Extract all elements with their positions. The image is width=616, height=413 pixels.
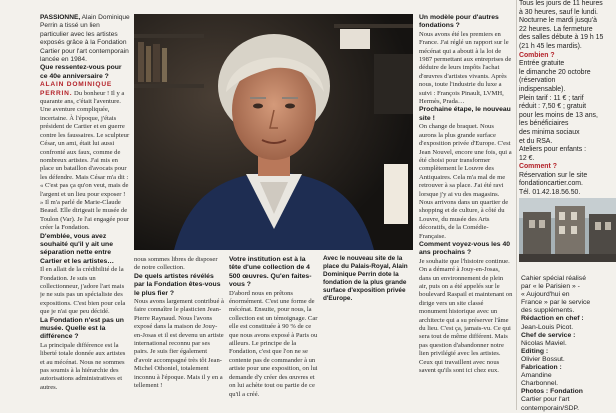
credit-line: « Aujourd'hui en xyxy=(521,291,570,299)
interviewee-name: ALAIN DOMINIQUE PERRIN. xyxy=(40,81,113,97)
question-2: D'emblée, vous avez souhaité qu'il y ait une séparation nette entre Cartier et les artistes… xyxy=(40,232,115,265)
price-line: et du RSA. xyxy=(519,137,553,145)
column-divider xyxy=(516,0,517,410)
credit-line: Jean-Louis Picot. xyxy=(521,323,574,331)
hours-line: Tous les jours de 11 heures xyxy=(519,0,603,7)
column-4 xyxy=(419,14,513,410)
credits-block xyxy=(521,275,616,413)
credit-line: Rédaction en chef : xyxy=(521,315,584,323)
credit-line: contemporain/SDP. xyxy=(521,404,580,412)
column-1 xyxy=(40,14,130,410)
price-line: Plein tarif : 11 € ; tarif xyxy=(519,94,584,102)
price-line: pour les moins de 13 ans, xyxy=(519,111,598,119)
credit-line: Cahier spécial réalisé xyxy=(521,275,586,282)
hours-line: 22 heures. La fermeture xyxy=(519,25,593,33)
info-sidebar xyxy=(519,0,616,410)
answer-1 xyxy=(40,81,130,232)
col2-question-1: De quels artistes révélés par la Fondation êtes-vous le plus fier ? xyxy=(134,272,221,297)
credit-line: Charbonnel. xyxy=(521,380,559,388)
hours-line: Nocturne le mardi jusqu'à xyxy=(519,17,597,25)
portrait-photo xyxy=(134,14,413,250)
price-line: indispensable). xyxy=(519,85,566,93)
hours-line: à 30 heures, sauf le lundi. xyxy=(519,8,598,16)
credit-line: des suppléments. xyxy=(521,307,575,315)
portrait-illustration xyxy=(134,14,413,250)
price-line: le dimanche 20 octobre xyxy=(519,68,591,76)
question-1: Que ressentez-vous pour ce 40e anniversaire ? xyxy=(40,64,122,80)
combien-heading: Combien ? xyxy=(519,51,555,59)
hours-line: des salles débute à 19 h 15 xyxy=(519,34,604,42)
price-line: Entrée gratuite xyxy=(519,60,565,68)
col3-answer-1: D'abord nous en prêtons énormément. C'est une forme de mécénat. Ensuite, pour nous, la collection est un témoignage. Car elle est constituée à 90 % de ce que nous avons exposé à Paris ou ailleurs. Le principe de la Fondation, c'est que l'on ne se contente pas de commander à un artiste pour une exposition, on lui demande d'y créer des œuvres et on lui achète tout ou partie de ce qu'il a créé. xyxy=(229,289,318,398)
col2-answer-1: Nous avons largement contribué à faire connaître le plasticien Jean-Pierre Raynaud. Nous l'avons exposé dans la maison de Jouy-en-Josas et il est devenu un artiste international reconnu par ses pairs. Je suis fier également d'avoir accompagné très tôt Jean-Michel Othoniel, totalement inconnu à l'époque. Mais il y en a tellement ! xyxy=(134,298,224,390)
credit-line: Olivier Bossut. xyxy=(521,355,565,363)
answer-2: Il en allait de la crédibilité de la Fondation. Je suis un collectionneur, j'adore l'art mais je ne suis pas un spécialiste des expositions. C'est bien pour cela que je n'ai que peu décidé. xyxy=(40,266,126,316)
col3-question-1: Votre institution est à la tête d'une collection de 4 500 œuvres. Qu'en faites-vous ? xyxy=(229,256,312,289)
column-2 xyxy=(134,256,224,410)
price-line: Ateliers pour enfants : xyxy=(519,146,587,154)
intro-lead: PASSIONNÉ, xyxy=(40,14,81,21)
credit-line: Chef de service : xyxy=(521,331,576,339)
price-line: des minima sociaux xyxy=(519,128,580,136)
credit-line: Photos : Fondation xyxy=(521,388,583,396)
price-line: (réservation xyxy=(519,77,556,85)
column-2-text: nous sommes libres de disposer de notre collection. xyxy=(134,256,218,272)
answer-3: La principale différence est la liberté totale donnée aux artistes et au mécénat. Nous ne sommes pas soumis à la hiérarchie des autorisations administratives et autres. xyxy=(40,341,126,391)
price-line: réduit : 7,50 € ; gratuit xyxy=(519,103,587,111)
price-line: les bénéficiaires xyxy=(519,120,569,128)
booking-line: fondationcartier.com. xyxy=(519,180,583,188)
booking-line: Réservation sur le site xyxy=(519,171,588,179)
credit-line: France » par le service xyxy=(521,299,591,307)
credit-line: Fabrication : xyxy=(521,364,562,372)
col4-answer-3: Je souhaite que l'histoire continue. On a démarré à Jouy-en-Josas, dans un environnement de plein air, puis on a été appelés sur le boulevard Raspail et maintenant on dirige vers un site classé monument historique avec un architecte qui a su préserver l'âme du lieu. C'est ça, jamais-vu. Ce qui sera tout de même différent. Mais pas question d'abandonner notre lien privilégié avec les artistes. Ceux qui travaillent avec nous savent qu'ils sont ici chez eux. xyxy=(419,257,513,375)
col4-question-3: Comment voyez-vous les 40 ans prochains ? xyxy=(419,240,511,257)
hours-line: (21 h 45 les mardis). xyxy=(519,42,582,50)
credit-line: par « le Parisien » - xyxy=(521,283,580,291)
question-3: La Fondation n'est pas un musée. Quelle est la différence ? xyxy=(40,316,124,341)
answer-1-text: Du bonheur ! Il y a quarante ans, c'était l'aventure. Une aventure compliquée, incertaine. À l'époque, j'étais président de Cartier et en guerre contre les faussaires. Le sculpteur César, un ami, était lui aussi confronté aux faux, comme de nombreux artistes. J'ai mis en place un bataillon d'avocats pour les défendre. Mais César m'a dit : « C'est pas ça qu'on veut, mais de l'argent et un lieu pour exposer ! » Il m'a parlé de Marie-Claude Beaud. Elle dirigeait le musée de Toulon (Var). Je l'ai engagée pour créer la Fondation. xyxy=(40,89,130,232)
credit-line: Nicolas Maviel. xyxy=(521,339,567,347)
photo-caption: Avec le nouveau site de la place du Palais-Royal, Alain Dominique Perrin dote la fondation de la plus grande surface d'exposition privée d'Europe. xyxy=(323,255,408,302)
price-line: 12 €. xyxy=(519,154,535,162)
booking-line: Tél. 01.42.18.56.50. xyxy=(519,189,581,197)
credit-line: Amandine xyxy=(521,372,552,380)
intro-paragraph xyxy=(40,14,130,64)
credit-line: Cartier pour l'art xyxy=(521,396,570,404)
col4-answer-1: Nous avons été les premiers en France. J'ai réglé un rapport sur le mécénat qui a abouti à la loi de 1987 permettant aux entreprises de déduire de leurs impôts l'achat d'œuvres d'artistes vivants. Après nous, toute l'industrie du luxe a suivi : François Pinault, LVMH, Hermès, Prada… xyxy=(419,30,512,106)
col4-question-2: Prochaine étape, le nouveau site ! xyxy=(419,106,511,122)
col4-question-1: Un modèle pour d'autres fondations ? xyxy=(419,14,499,30)
building-thumbnail xyxy=(519,198,616,262)
hours-block xyxy=(519,0,616,198)
column-3 xyxy=(229,256,319,410)
intro-text: Alain Dominique Perrin a tissé un lien particulier avec les artistes exposés grâce à la Fondation Cartier pour l'art contemporain lancée en 1984. xyxy=(40,14,130,64)
col4-answer-2: On change de braquet. Nous aurons la plus grande surface d'exposition privée d'Europe. C'est Jean Nouvel, encore une fois, qui a été choisi pour transformer complètement le Louvre des Antiquaires. Cela m'a mal de me retrouver à sa place. J'ai été ravi lorsque j'y ai vu des magasins. Nous arrivons dans un quartier de shopping et de culture, à côté du Louvre, du musée des Arts décoratifs, de la Comédie-Française. xyxy=(419,123,512,240)
credit-line: Editing : xyxy=(521,347,549,355)
comment-heading: Comment ? xyxy=(519,163,557,171)
